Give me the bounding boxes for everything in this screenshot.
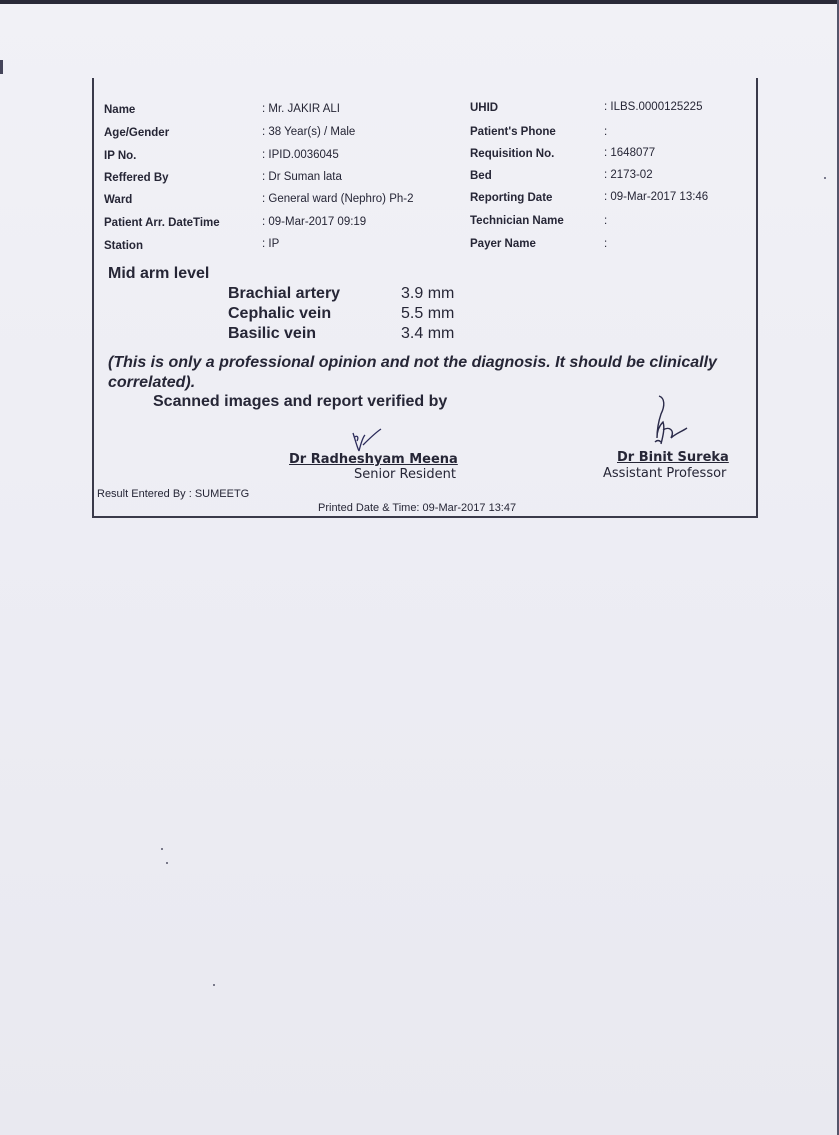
- requisition-value: : 1648077: [604, 147, 656, 159]
- doctor-name: Dr Radheshyam Meena: [289, 452, 458, 467]
- measurement-value: 3.4 mm: [401, 325, 455, 342]
- measurement-value: 5.5 mm: [401, 305, 455, 322]
- disclaimer-text: (This is only a professional opinion and not the diagnosis. It should be clinically correlated).: [108, 354, 717, 391]
- verified-by-text: Scanned images and report verified by: [153, 393, 448, 410]
- name-label: Name: [104, 104, 136, 116]
- scan-speck: [166, 862, 168, 864]
- ward-label: Ward: [104, 194, 133, 206]
- measurements-title: Mid arm level: [108, 265, 210, 282]
- station-value: : IP: [262, 238, 280, 250]
- page-top-edge: [0, 0, 839, 4]
- result-entered-by: Result Entered By : SUMEETG: [97, 488, 250, 500]
- arrival-datetime-value: : 09-Mar-2017 09:19: [262, 216, 367, 228]
- bed-label: Bed: [470, 170, 492, 182]
- ip-no-value: : IPID.0036045: [262, 149, 339, 161]
- measurement-value: 3.9 mm: [401, 285, 455, 302]
- scan-speck: [161, 848, 163, 850]
- scan-speck: [824, 177, 826, 179]
- station-label: Station: [104, 240, 143, 252]
- reporting-date-label: Reporting Date: [470, 192, 553, 204]
- doctor-name: Dr Binit Sureka: [617, 450, 729, 465]
- requisition-label: Requisition No.: [470, 148, 555, 160]
- ip-no-label: IP No.: [104, 150, 137, 162]
- ward-value: : General ward (Nephro) Ph-2: [262, 193, 414, 205]
- measurement-name: Basilic vein: [228, 325, 317, 342]
- payer-label: Payer Name: [470, 238, 536, 250]
- doctor-role: Senior Resident: [354, 467, 456, 482]
- reporting-date-value: : 09-Mar-2017 13:46: [604, 191, 709, 203]
- technician-label: Technician Name: [470, 215, 564, 227]
- uhid-value: : ILBS.0000125225: [604, 101, 703, 113]
- referred-by-value: : Dr Suman lata: [262, 171, 342, 183]
- scan-speck: [213, 984, 215, 986]
- phone-value: :: [604, 126, 608, 138]
- technician-value: :: [604, 215, 608, 227]
- page-left-mark: [0, 60, 3, 74]
- age-gender-label: Age/Gender: [104, 127, 170, 139]
- name-value: : Mr. JAKIR ALI: [262, 103, 340, 115]
- printed-datetime: Printed Date & Time: 09-Mar-2017 13:47: [318, 502, 517, 514]
- phone-label: Patient's Phone: [470, 126, 556, 138]
- age-gender-value: : 38 Year(s) / Male: [262, 126, 356, 138]
- referred-by-label: Reffered By: [104, 172, 169, 184]
- measurement-name: Brachial artery: [228, 285, 341, 302]
- signature-binit-sureka: [645, 392, 690, 450]
- uhid-label: UHID: [470, 102, 499, 114]
- payer-value: :: [604, 238, 608, 250]
- arrival-datetime-label: Patient Arr. DateTime: [104, 217, 220, 229]
- measurement-name: Cephalic vein: [228, 305, 332, 322]
- doctor-role: Assistant Professor: [603, 466, 727, 481]
- bed-value: : 2173-02: [604, 169, 653, 181]
